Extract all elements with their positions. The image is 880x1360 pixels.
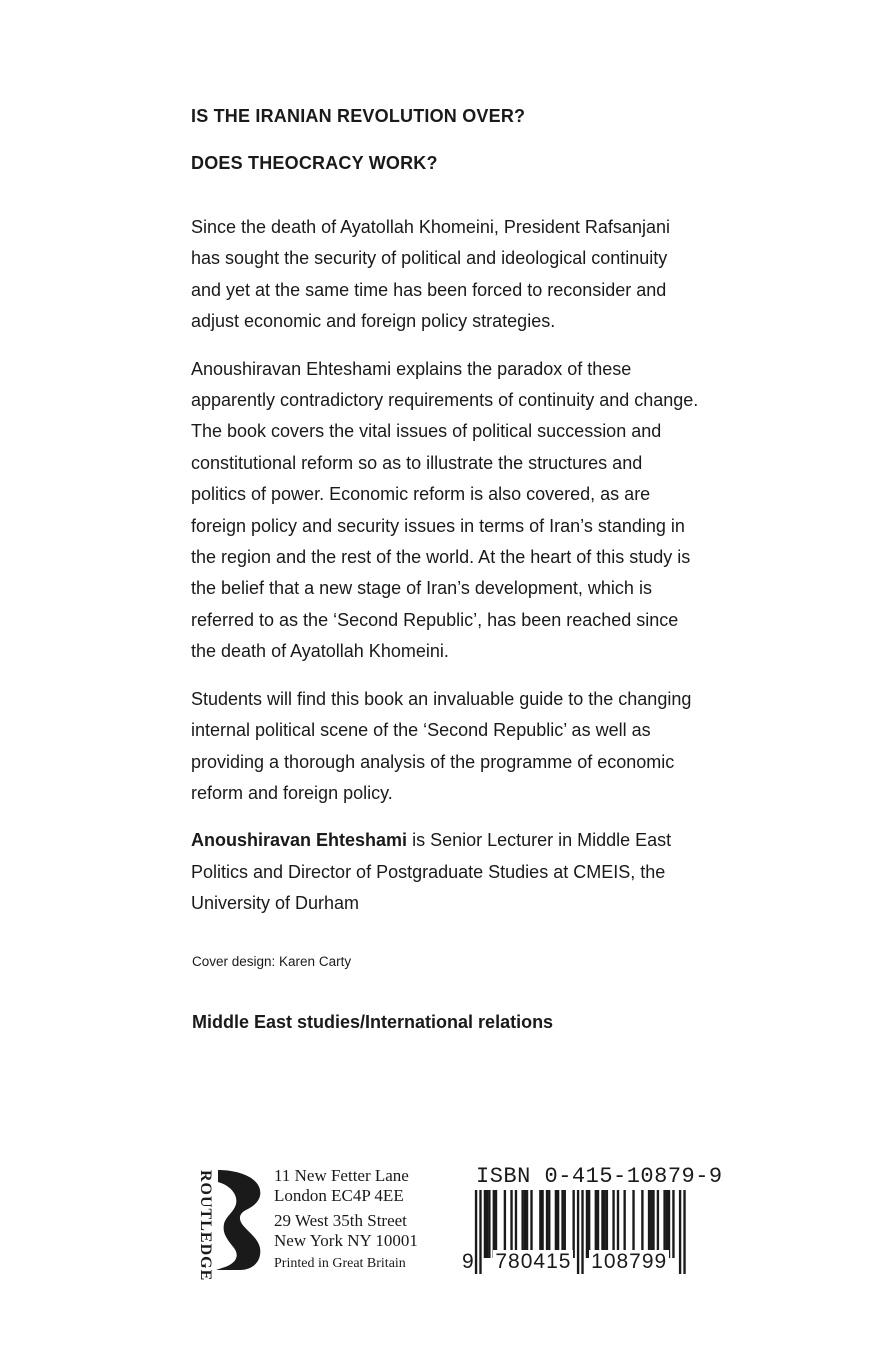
headline-theocracy: DOES THEOCRACY WORK? (191, 153, 438, 173)
barcode-bar (648, 1190, 650, 1258)
barcode-bar (601, 1190, 603, 1258)
barcode-bar (595, 1190, 597, 1258)
publisher-address (274, 1166, 418, 1274)
barcode-bar (524, 1190, 526, 1258)
routledge-wordmark: ROUTLEDGE (197, 1170, 214, 1282)
barcode-bar (652, 1190, 654, 1258)
author-name: Anoushiravan Ehteshami (191, 830, 408, 851)
ny-address-line-2: New York NY 10001 (274, 1231, 418, 1250)
barcode-bar (564, 1190, 566, 1258)
barcode-bar (586, 1190, 588, 1258)
barcode-digits (462, 1250, 669, 1274)
barcode-bar (632, 1190, 634, 1258)
barcode-bar (623, 1190, 625, 1258)
blurb-paragraph-3: Students will find this book an invaluable guide to the changing internal political scene of the ‘Second Republic’ as well as providing a thorough analysis of the programme of economic reform and foreign policy. (191, 688, 692, 803)
author-bio-text: is Senior Lecturer in Middle East Politics and Director of Postgraduate Studies at CMEIS, the University of Durham (191, 830, 672, 914)
barcode-bar (668, 1190, 670, 1258)
barcode-bar (588, 1190, 590, 1258)
barcode-bar (493, 1190, 495, 1258)
barcode-bar (530, 1190, 532, 1258)
subject-category: Middle East studies/International relations (192, 1012, 554, 1032)
blurb (191, 212, 701, 936)
blurb-paragraph-2: Anoushiravan Ehteshami explains the paradox of these apparently contradictory requirements of continuity and change. The book covers the vital issues of political succession and constitutional reform so as to illustrate the structures and politics of power. Economic reform is also covered, as are foreign policy and security issues in terms of Iran’s standing in the region and the rest of the world. At the heart of this study is the belief that a new stage of Iran’s development, which is referred to as the ‘Second Republic’, has been reached since the death of Ayatollah Khomeini. (191, 358, 699, 662)
barcode-bar (663, 1190, 665, 1258)
ny-address-line-1: 29 West 35th Street (274, 1211, 407, 1230)
barcode-bar (504, 1190, 506, 1258)
barcode-bar (521, 1190, 523, 1258)
barcode-bar (557, 1190, 559, 1258)
barcode-bar (683, 1190, 685, 1274)
barcode-bar (541, 1190, 543, 1258)
printed-in: Printed in Great Britain (274, 1256, 406, 1271)
barcode-group-1: 780415 (495, 1250, 572, 1273)
barcode-bar (495, 1190, 497, 1258)
barcode-bar (548, 1190, 550, 1258)
isbn-label: ISBN 0-415-10879-9 (476, 1164, 723, 1189)
barcode-bar (510, 1190, 512, 1258)
barcode-bar (641, 1190, 643, 1258)
barcode-bar (617, 1190, 619, 1258)
barcode-bar (561, 1190, 563, 1258)
barcode-bar (488, 1190, 490, 1258)
barcode-bar (546, 1190, 548, 1258)
barcode-bar (526, 1190, 528, 1258)
barcode-bar (515, 1190, 517, 1258)
barcode-bar (612, 1190, 614, 1258)
barcode-bar (572, 1190, 574, 1258)
london-address-line-1: 11 New Fetter Lane (274, 1166, 409, 1185)
barcode-bar (657, 1190, 659, 1258)
barcode-group-2: 108799 (591, 1250, 668, 1273)
blurb-paragraph-1: Since the death of Ayatollah Khomeini, President Rafsanjani has sought the security of political and ideological continuity and yet at the same time has been forced to reconsider and adjust economic and foreign policy strategies. (191, 217, 670, 332)
barcode-bar (484, 1190, 486, 1258)
london-address-line-2: London EC4P 4EE (274, 1186, 404, 1205)
barcode-bar (597, 1190, 599, 1258)
barcode-bar (486, 1190, 488, 1258)
barcode-bar (604, 1190, 606, 1258)
barcode-bar (666, 1190, 668, 1258)
author-bio (191, 825, 701, 919)
barcode-lead-digit: 9 (462, 1250, 474, 1273)
barcode-bar (539, 1190, 541, 1258)
barcode-bar (672, 1190, 674, 1258)
barcode-bar (679, 1190, 681, 1274)
cover-design-credit: Cover design: Karen Carty (192, 954, 352, 969)
barcode-bar (555, 1190, 557, 1258)
headline-revolution: IS THE IRANIAN REVOLUTION OVER? (191, 106, 526, 126)
barcode-bar (650, 1190, 652, 1258)
barcode-bar (606, 1190, 608, 1258)
